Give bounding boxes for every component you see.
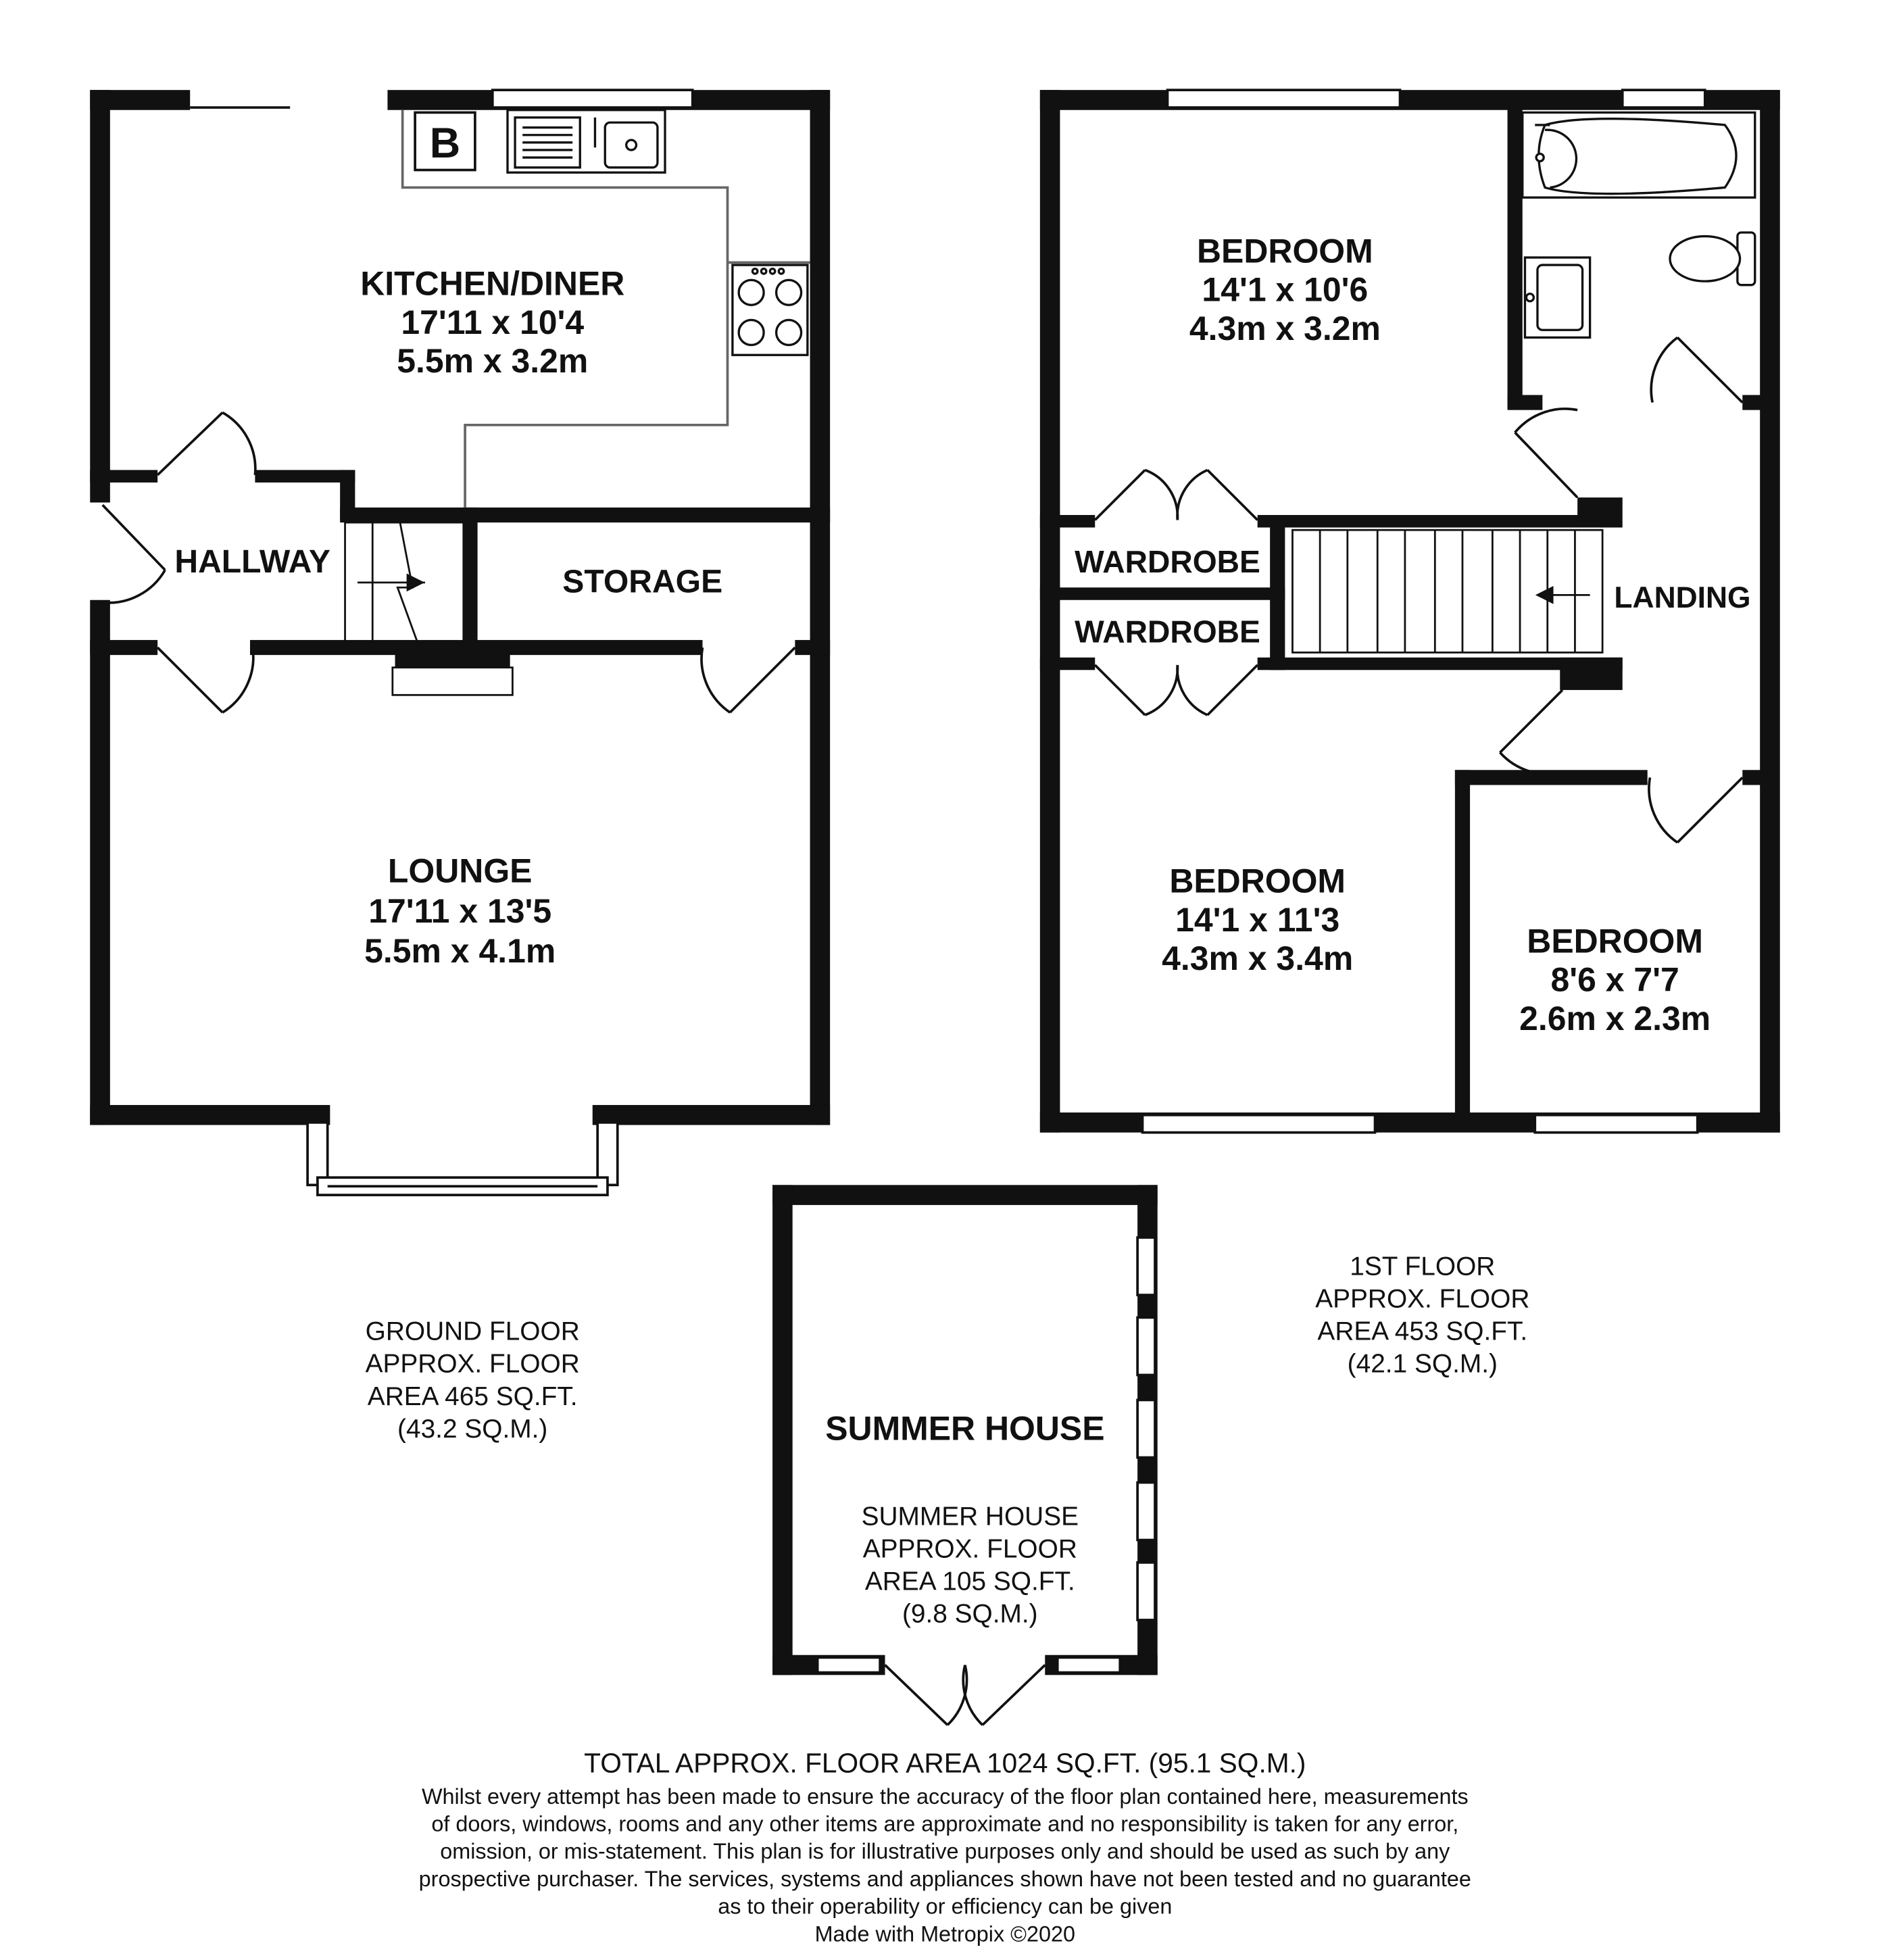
bedroom-1-label (1189, 232, 1381, 347)
ground-floor-area-line4: (43.2 SQ.M.) (397, 1414, 548, 1444)
first-floor-area-note (1315, 1252, 1529, 1378)
ground-floor-area-line2: APPROX. FLOOR (365, 1349, 580, 1379)
disclaimer-line-5: as to their operability or efficiency can be given (718, 1894, 1173, 1919)
footer (419, 1748, 1471, 1946)
bedroom-2-label (1162, 862, 1353, 978)
bedroom-3-size-metric: 2.6m x 2.3m (1519, 999, 1711, 1037)
kitchen-size-imperial: 17'11 x 10'4 (401, 303, 585, 341)
storage-label: STORAGE (562, 563, 723, 600)
first-floor-area-line2: APPROX. FLOOR (1315, 1284, 1530, 1314)
kitchen-sink-icon (508, 110, 665, 172)
summer-house-area-line2: APPROX. FLOOR (862, 1534, 1077, 1564)
boiler-icon (415, 112, 475, 170)
summer-house-area-line4: (9.8 SQ.M.) (902, 1599, 1038, 1629)
bedroom-1-name: BEDROOM (1197, 232, 1373, 270)
disclaimer-line-3: omission, or mis-statement. This plan is for illustrative purposes only and should be used as such by any (440, 1839, 1450, 1864)
lounge-size-imperial: 17'11 x 13'5 (368, 891, 552, 930)
landing-label: LANDING (1614, 581, 1751, 614)
lounge-size-metric: 5.5m x 4.1m (364, 932, 556, 971)
lounge-bay-window (307, 1123, 618, 1195)
disclaimer-line-2: of doors, windows, rooms and any other items are approximate and no responsibility is taken for any error, (431, 1811, 1459, 1836)
bedroom-2-size-imperial: 14'1 x 11'3 (1175, 900, 1340, 939)
summer-house-area-line1: SUMMER HOUSE (861, 1502, 1079, 1532)
kitchen-label (360, 264, 624, 380)
lounge-name: LOUNGE (387, 852, 533, 890)
summer-house-area-line3: AREA 105 SQ.FT. (864, 1567, 1075, 1596)
boiler-label: B (429, 120, 461, 168)
kitchen-size-metric: 5.5m x 3.2m (397, 342, 589, 381)
hallway-label: HALLWAY (174, 543, 330, 581)
first-floor-area-line4: (42.1 SQ.M.) (1347, 1349, 1498, 1379)
ground-floor-stairs (345, 522, 466, 643)
bedroom-2-size-metric: 4.3m x 3.4m (1162, 939, 1354, 978)
total-area: TOTAL APPROX. FLOOR AREA 1024 SQ.FT. (95.1 SQ.M.) (584, 1747, 1306, 1779)
disclaimer-line-4: prospective purchaser. The services, systems and appliances shown have not been tested and no guarantee (418, 1866, 1471, 1891)
first-floor-area-line3: AREA 453 SQ.FT. (1317, 1317, 1528, 1346)
toilet-icon (1670, 232, 1755, 285)
kitchen-window (493, 90, 693, 107)
first-floor-area-line1: 1ST FLOOR (1350, 1252, 1496, 1281)
bath-icon (1523, 112, 1755, 197)
ground-floor (90, 90, 830, 1444)
bedroom-3-label (1519, 922, 1711, 1037)
summer-house-doors (885, 1665, 1045, 1725)
bedroom-1-size-metric: 4.3m x 3.2m (1189, 310, 1381, 348)
hob-icon (733, 265, 808, 355)
ground-floor-area-line3: AREA 465 SQ.FT. (367, 1381, 578, 1411)
ground-floor-area-line1: GROUND FLOOR (365, 1317, 580, 1346)
credit: Made with Metropix ©2020 (814, 1921, 1075, 1946)
summer-house-area-note (862, 1502, 1079, 1628)
bedroom-2-name: BEDROOM (1169, 862, 1346, 900)
hearth (393, 668, 513, 695)
first-floor-stairs (1292, 530, 1602, 652)
summer-house (772, 1185, 1158, 1725)
wardrobe-2-label: WARDROBE (1075, 614, 1260, 650)
bathroom-basin-icon (1525, 258, 1590, 337)
wardrobe-1-label: WARDROBE (1075, 544, 1260, 580)
ground-floor-area-note (366, 1317, 580, 1444)
kitchen-name: KITCHEN/DINER (360, 264, 625, 303)
disclaimer-line-1: Whilst every attempt has been made to ensure the accuracy of the floor plan contained here, measurements (421, 1784, 1469, 1809)
bedroom-3-name: BEDROOM (1527, 922, 1703, 960)
bedroom-1-size-imperial: 14'1 x 10'6 (1202, 270, 1369, 309)
summer-house-label: SUMMER HOUSE (825, 1409, 1105, 1448)
lounge-label (364, 852, 556, 970)
bedroom-3-size-imperial: 8'6 x 7'7 (1550, 960, 1679, 999)
